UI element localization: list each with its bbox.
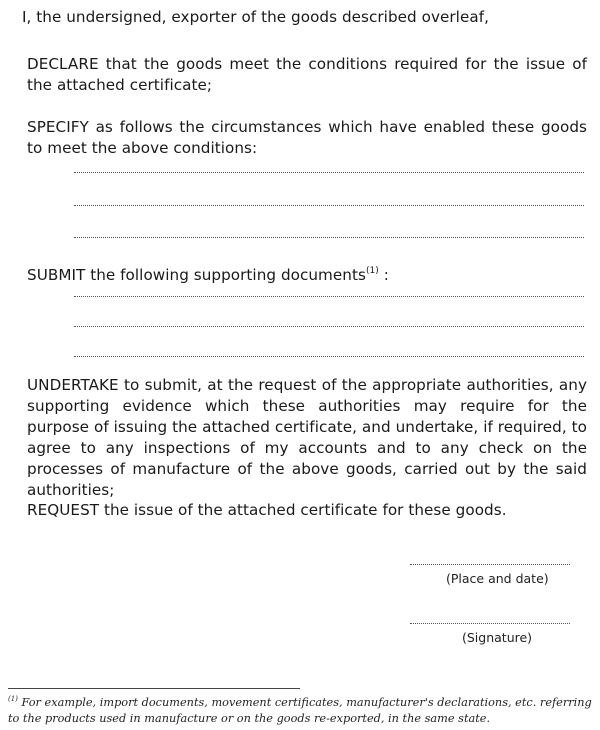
footnote-rule (8, 688, 300, 689)
specify-line-1 (74, 172, 584, 173)
submit-line-2 (74, 326, 584, 327)
submit-text: SUBMIT the following supporting documents (27, 266, 366, 284)
submit-footnote-marker: (1) (365, 266, 379, 276)
submit-statement (27, 261, 587, 286)
specify-line-3 (74, 237, 584, 238)
signature-label: (Signature) (462, 630, 533, 645)
place-date-line (410, 564, 570, 565)
specify-line-2 (74, 205, 584, 206)
submit-line-3 (74, 356, 584, 357)
specify-statement: SPECIFY as follows the circumstances which have enabled these goods to meet the above conditions: (27, 118, 587, 157)
declare-statement: DECLARE that the goods meet the conditions required for the issue of the attached certificate; (27, 55, 587, 94)
intro-statement: I, the undersigned, exporter of the goods described overleaf, (22, 8, 489, 26)
signature-line (410, 623, 570, 624)
footnote (8, 691, 598, 727)
place-date-label: (Place and date) (446, 571, 549, 586)
footnote-marker: (1) (8, 695, 18, 703)
request-statement: REQUEST the issue of the attached certificate for these goods. (27, 501, 507, 519)
footnote-text: For example, import documents, movement certificates, manufacturer's declarations, etc. referring to the products used in manufacture or on the goods re-exported, in the same state. (8, 696, 592, 725)
submit-colon: : (378, 266, 389, 284)
submit-line-1 (74, 296, 584, 297)
undertake-statement: UNDERTAKE to submit, at the request of the appropriate authorities, any supporting evidence which these authorities may require for the purpose of issuing the attached certificate, and undertake, if required, to agree to any inspections of my accounts and to any check on the processes of manufacture of the above goods, carried out by the said authorities; (27, 376, 587, 499)
